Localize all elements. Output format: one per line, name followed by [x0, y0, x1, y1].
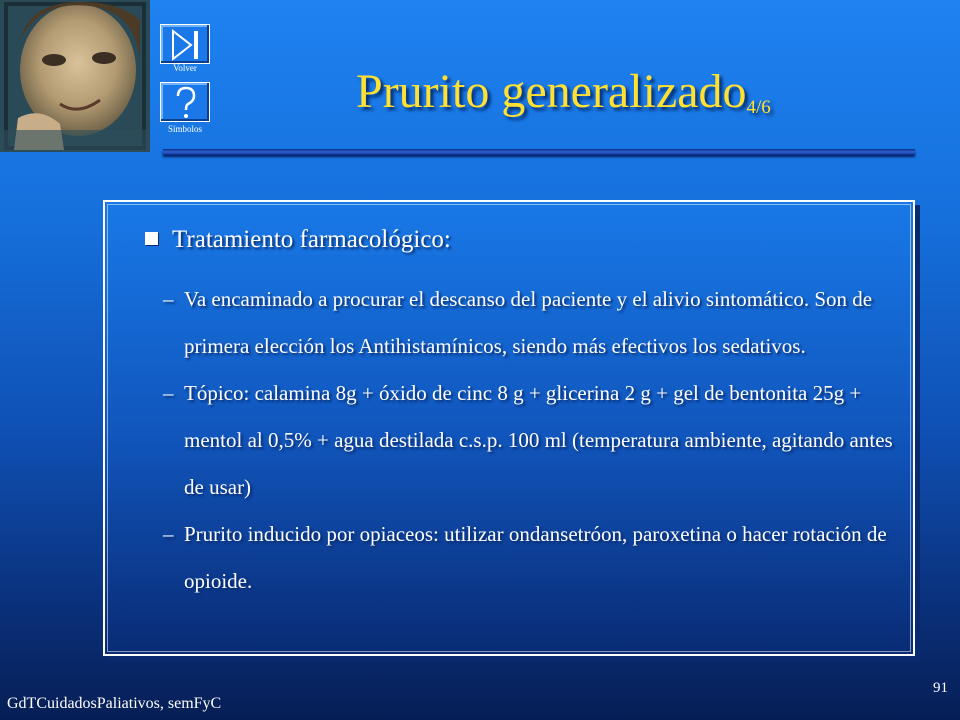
title-divider [163, 149, 915, 155]
page-number: 91 [933, 680, 948, 696]
dash-marker: – [163, 381, 174, 405]
heading-text: Tratamiento farmacológico: [172, 226, 451, 253]
simbolos-button[interactable] [160, 82, 210, 122]
volver-label: Volver [173, 63, 197, 73]
portrait-painting [0, 0, 150, 152]
volver-button[interactable] [160, 24, 210, 64]
list-item-text: Tópico: calamina 8g + óxido de cinc 8 g + glicerina 2 g + gel de bentonita 25g + mentol al 0,5% + agua destilada c.s.p. 100 ml (temperatura ambiente, agitando antes de usar) [184, 381, 893, 499]
list-item [163, 370, 901, 511]
content-box [103, 200, 915, 656]
title-subscript: 4/6 [746, 97, 771, 118]
simbolos-label: Símbolos [167, 124, 202, 134]
dash-marker: – [163, 522, 174, 546]
bullet-list [163, 276, 901, 605]
title-main: Prurito generalizado [356, 65, 747, 118]
question-icon [161, 83, 211, 123]
dash-marker: – [163, 287, 174, 311]
list-item-text: Prurito inducido por opiaceos: utilizar ondansetróon, paroxetina o hacer rotación de opioide. [184, 522, 887, 593]
list-item [163, 276, 901, 370]
footer-credit: GdTCuidadosPaliativos, semFyC [7, 695, 222, 712]
list-item [163, 511, 901, 605]
square-bullet-icon [145, 232, 158, 245]
page-title [356, 64, 771, 119]
section-heading [145, 226, 451, 254]
list-item-text: Va encaminado a procurar el descanso del paciente y el alivio sintomático. Son de primera elección los Antihistamínicos, siendo más efectivos los sedativos. [184, 287, 873, 358]
play-end-icon [161, 25, 211, 65]
